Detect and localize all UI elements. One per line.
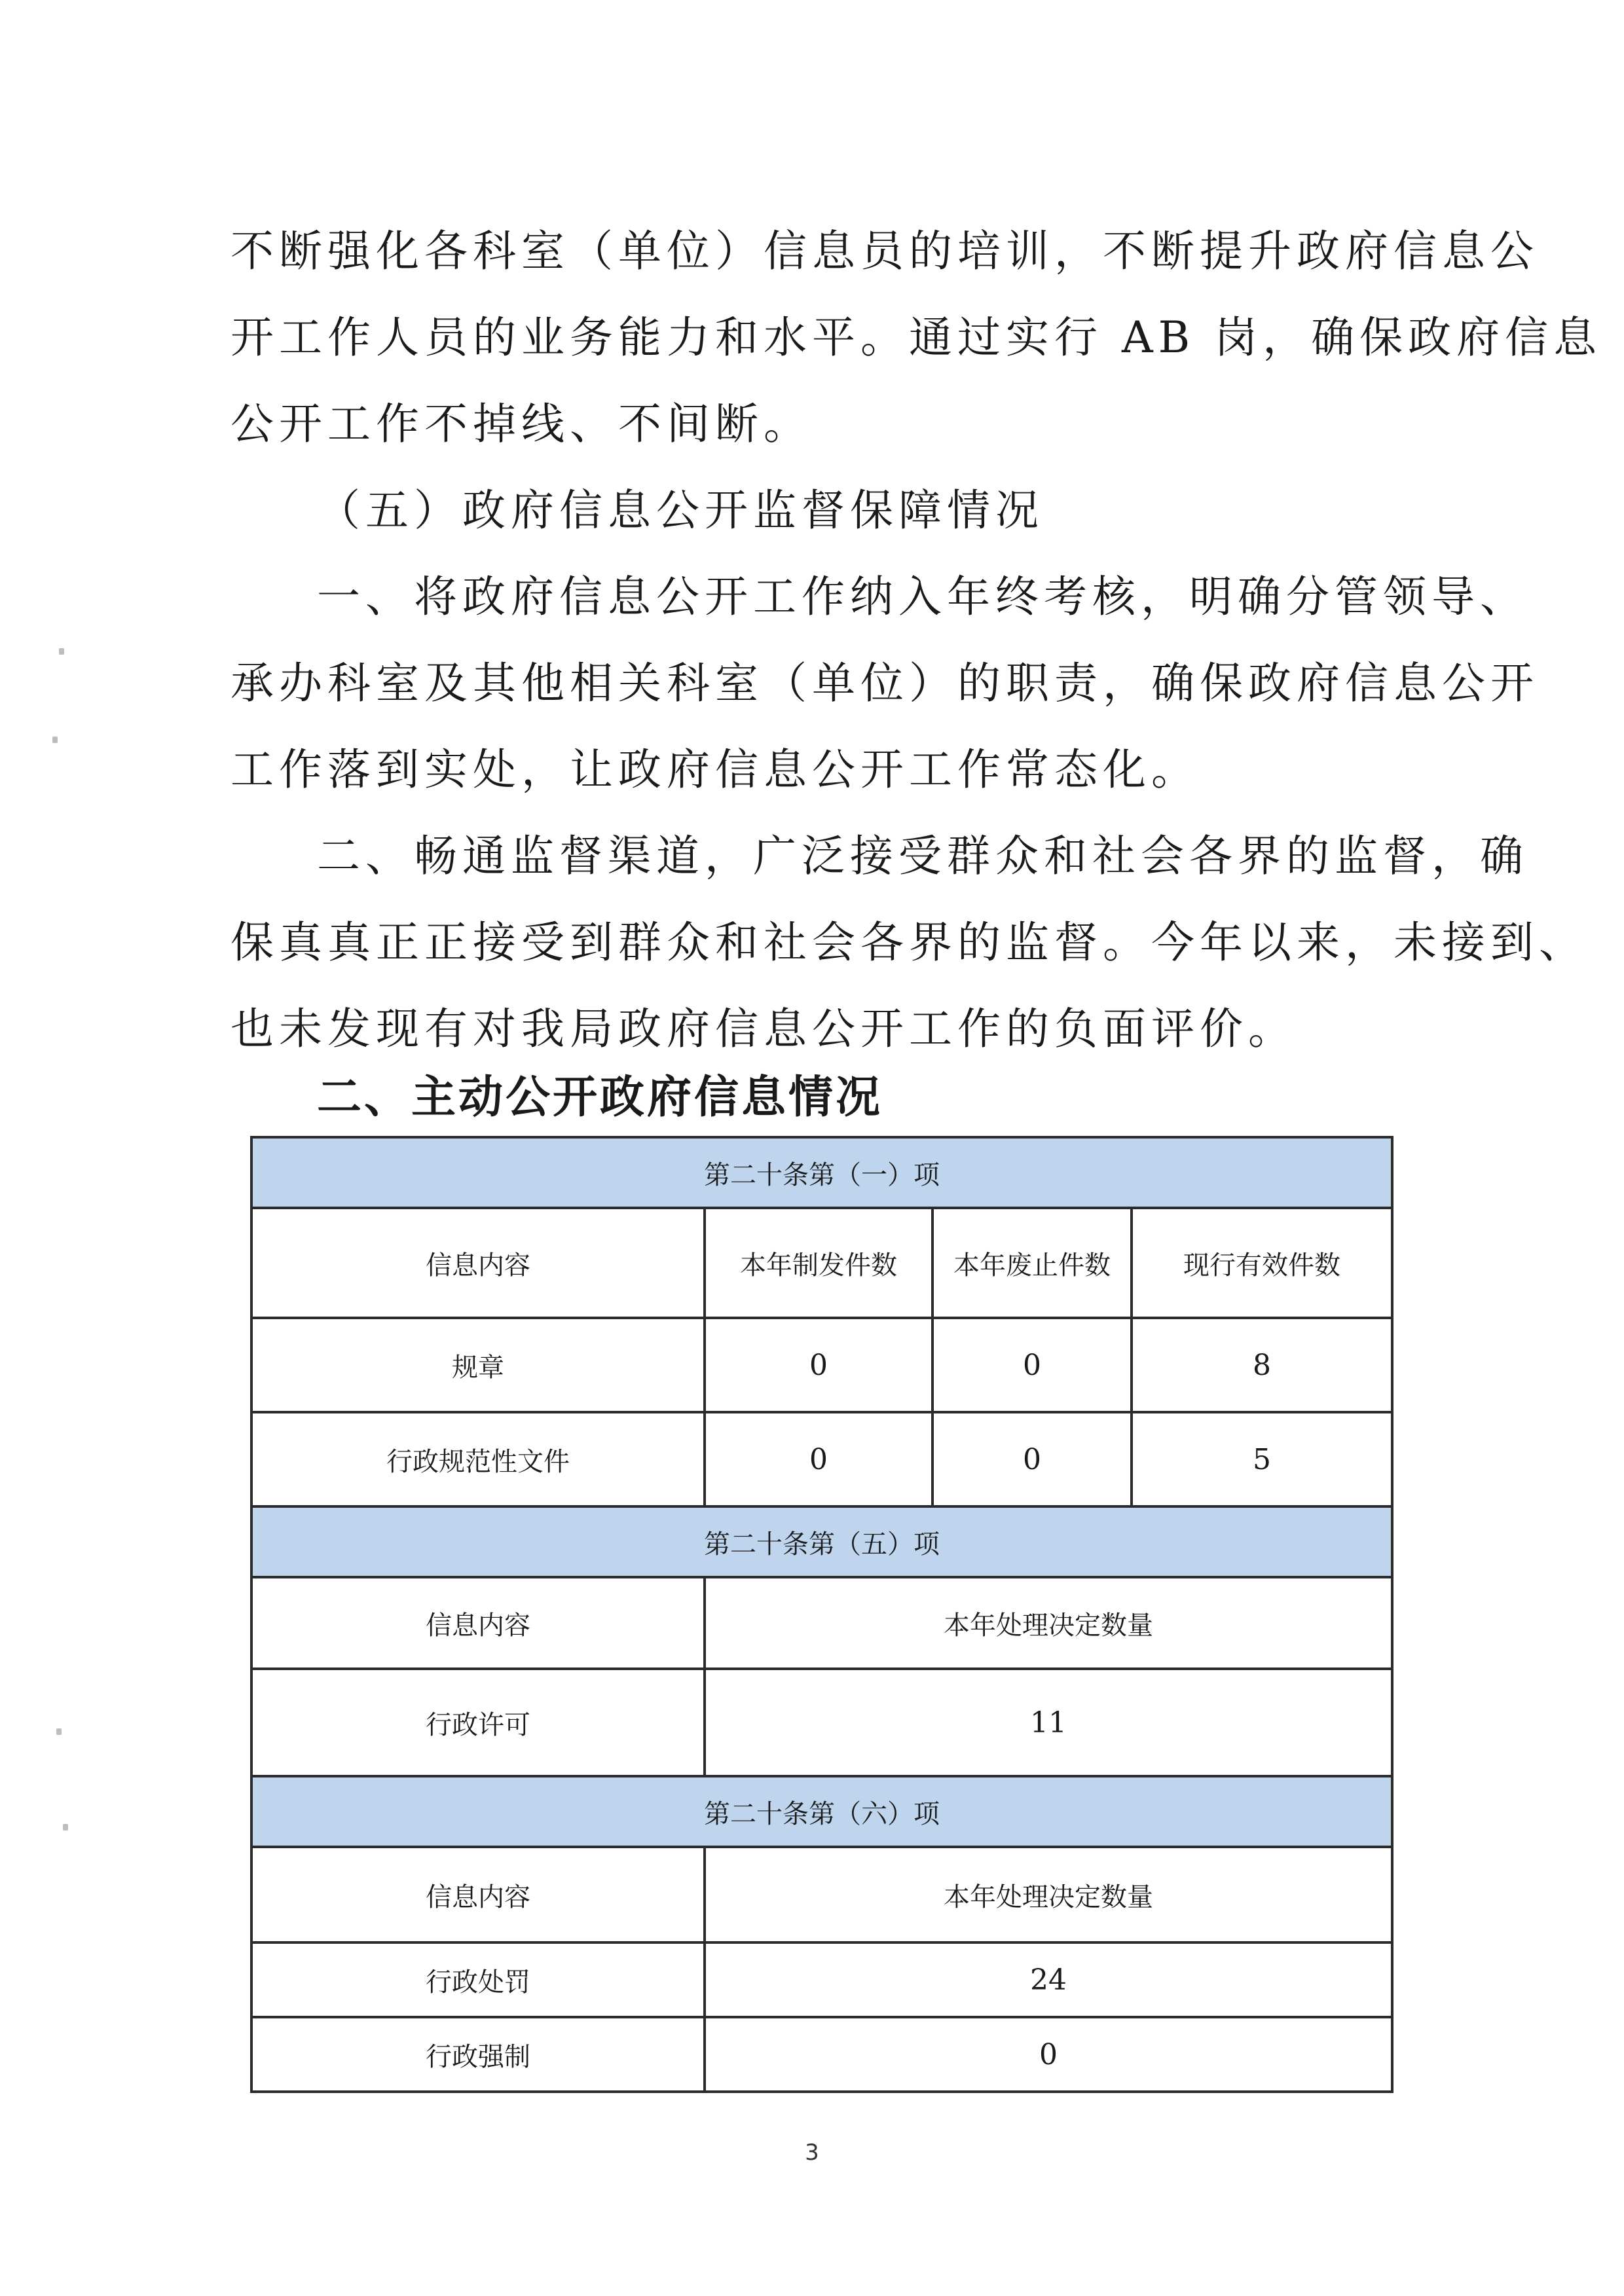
paragraph-training	[231, 208, 1602, 467]
scan-speck	[52, 737, 58, 743]
text-line: 也未发现有对我局政府信息公开工作的负面评价。	[231, 1004, 1297, 1054]
text-line: （五）政府信息公开监督保障情况	[317, 485, 1044, 536]
table-row	[251, 1318, 1392, 1412]
text-line: 承办科室及其他相关科室（单位）的职责，确保政府信息公开	[231, 658, 1539, 708]
scan-speck	[63, 1824, 68, 1831]
section-title: 第二十条第（一）项	[251, 1137, 1392, 1208]
column-header-content: 信息内容	[251, 1577, 705, 1669]
table-row	[251, 1412, 1392, 1506]
row-label: 规章	[251, 1318, 705, 1412]
text-line: 二、畅通监督渠道，广泛接受群众和社会各界的监督，确	[317, 831, 1528, 881]
section-title: 第二十条第（五）项	[251, 1506, 1392, 1577]
column-header-content: 信息内容	[251, 1208, 705, 1318]
scan-speck	[59, 648, 64, 655]
disclosure-table	[250, 1136, 1393, 2093]
table-header-row	[251, 1847, 1392, 1942]
cell-repealed: 0	[932, 1318, 1132, 1412]
column-header-content: 信息内容	[251, 1847, 705, 1942]
paragraph-channels	[231, 813, 1587, 1072]
text-line: 一、将政府信息公开工作纳入年终考核，明确分管领导、	[317, 572, 1528, 622]
row-label: 行政处罚	[251, 1942, 705, 2017]
column-header-valid: 现行有效件数	[1132, 1208, 1392, 1318]
table-section-header	[251, 1137, 1392, 1208]
text-line: 公开工作不掉线、不间断。	[231, 399, 812, 449]
cell-count: 24	[705, 1942, 1392, 2017]
cell-count: 11	[705, 1669, 1392, 1776]
table-header-row	[251, 1577, 1392, 1669]
text-line: 保真真正正接受到群众和社会各界的监督。今年以来，未接到、	[231, 917, 1587, 968]
text-line: 不断强化各科室（单位）信息员的培训，不断提升政府信息公	[231, 226, 1539, 276]
table-section-header	[251, 1776, 1392, 1847]
cell-count: 0	[705, 2017, 1392, 2092]
row-label: 行政规范性文件	[251, 1412, 705, 1506]
scan-speck	[56, 1728, 62, 1735]
table-header-row	[251, 1208, 1392, 1318]
table-row	[251, 1942, 1392, 2017]
cell-valid: 5	[1132, 1412, 1392, 1506]
column-header-count: 本年处理决定数量	[705, 1577, 1392, 1669]
table-section-header	[251, 1506, 1392, 1577]
subheading-supervision	[231, 467, 1422, 554]
column-header-repealed: 本年废止件数	[932, 1208, 1132, 1318]
paragraph-assessment	[231, 554, 1539, 813]
document-body	[231, 208, 1602, 1072]
cell-valid: 8	[1132, 1318, 1392, 1412]
column-header-count: 本年处理决定数量	[705, 1847, 1392, 1942]
cell-issued: 0	[705, 1412, 932, 1506]
section-heading: 二、主动公开政府信息情况	[317, 1072, 883, 1123]
cell-repealed: 0	[932, 1412, 1132, 1506]
table-row	[251, 1669, 1392, 1776]
text-line: 开工作人员的业务能力和水平。通过实行 AB 岗，确保政府信息	[231, 312, 1602, 363]
column-header-issued: 本年制发件数	[705, 1208, 932, 1318]
section-title: 第二十条第（六）项	[251, 1776, 1392, 1847]
row-label: 行政强制	[251, 2017, 705, 2092]
page-number: 3	[805, 2140, 819, 2166]
text-line: 工作落到实处，让政府信息公开工作常态化。	[231, 744, 1200, 795]
table-row	[251, 2017, 1392, 2092]
row-label: 行政许可	[251, 1669, 705, 1776]
cell-issued: 0	[705, 1318, 932, 1412]
